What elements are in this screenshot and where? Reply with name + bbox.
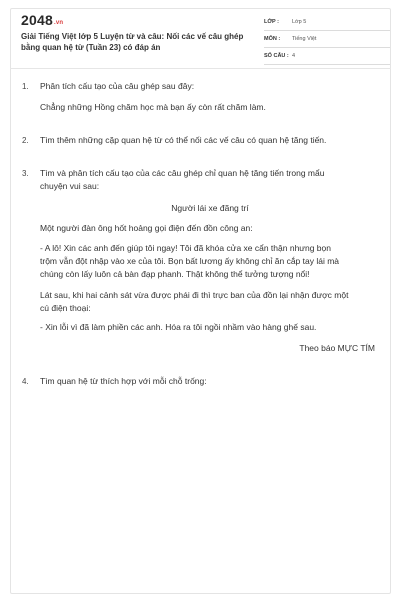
meta-subject-value: Tiếng Việt bbox=[292, 36, 317, 42]
story-paragraph-2-line-2: trộm vẫn đột nhập vào xe của tôi. Bọn bất lương ấy không chỉ ăn cắp tay lái mà bbox=[40, 256, 340, 266]
question-3-number: 3. bbox=[22, 169, 29, 178]
story-paragraph-2-line-1: - A lô! Xin các anh đến giúp tôi ngay! Tôi đã khóa cửa xe cẩn thận nhưng bọn bbox=[40, 243, 331, 253]
meta-class-label: LỚP : bbox=[264, 19, 279, 25]
question-1-sentence: Chẳng những Hồng chăm học mà bạn ấy còn rất chăm làm. bbox=[40, 102, 266, 112]
site-logo[interactable]: 2048.vn bbox=[21, 12, 64, 28]
question-2-text: Tìm thêm những cặp quan hệ từ có thể nối các vế câu có quan hệ tăng tiến. bbox=[40, 135, 327, 145]
document-title: Giải Tiếng Việt lớp 5 Luyện từ và câu: Nối các vế câu ghép bằng quan hệ từ (Tuần 23) có đáp án bbox=[21, 32, 244, 52]
story-paragraph-1: Một người đàn ông hốt hoảng gọi điện đến đồn công an: bbox=[40, 223, 253, 233]
question-1-number: 1. bbox=[22, 82, 29, 91]
meta-count-label: SỐ CÂU : bbox=[264, 53, 289, 59]
story-paragraph-4: - Xin lỗi vì đã làm phiền các anh. Hóa ra tôi ngồi nhầm vào hàng ghế sau. bbox=[40, 322, 317, 332]
question-4-number: 4. bbox=[22, 377, 29, 386]
story-paragraph-3-line-1: Lát sau, khi hai cảnh sát vừa được phái đi thì trực ban của đồn lại nhận được một bbox=[40, 290, 349, 300]
meta-subject-label: MÔN : bbox=[264, 36, 281, 42]
question-3-text-line-2: chuyện vui sau: bbox=[40, 181, 100, 191]
question-3-text-line-1: Tìm và phân tích cấu tạo của các câu ghép chỉ quan hệ tăng tiến trong mẩu bbox=[40, 168, 325, 178]
story-source: Theo báo MỰC TÍM bbox=[299, 343, 375, 353]
story-paragraph-3-line-2: cú điện thoại: bbox=[40, 303, 91, 313]
meta-class-value: Lớp 5 bbox=[292, 19, 307, 25]
question-2-number: 2. bbox=[22, 136, 29, 145]
question-4-text: Tìm quan hệ từ thích hợp với mỗi chỗ trống: bbox=[40, 376, 207, 386]
story-paragraph-2-line-3: chúng còn lấy luôn cả bàn đạp phanh. Thật không thể tưởng tượng nổi! bbox=[40, 269, 310, 279]
story-title: Người lái xe đãng trí bbox=[171, 203, 249, 213]
question-1-text: Phân tích cấu tạo của câu ghép sau đây: bbox=[40, 81, 195, 91]
meta-count-value: 4 bbox=[292, 53, 296, 59]
